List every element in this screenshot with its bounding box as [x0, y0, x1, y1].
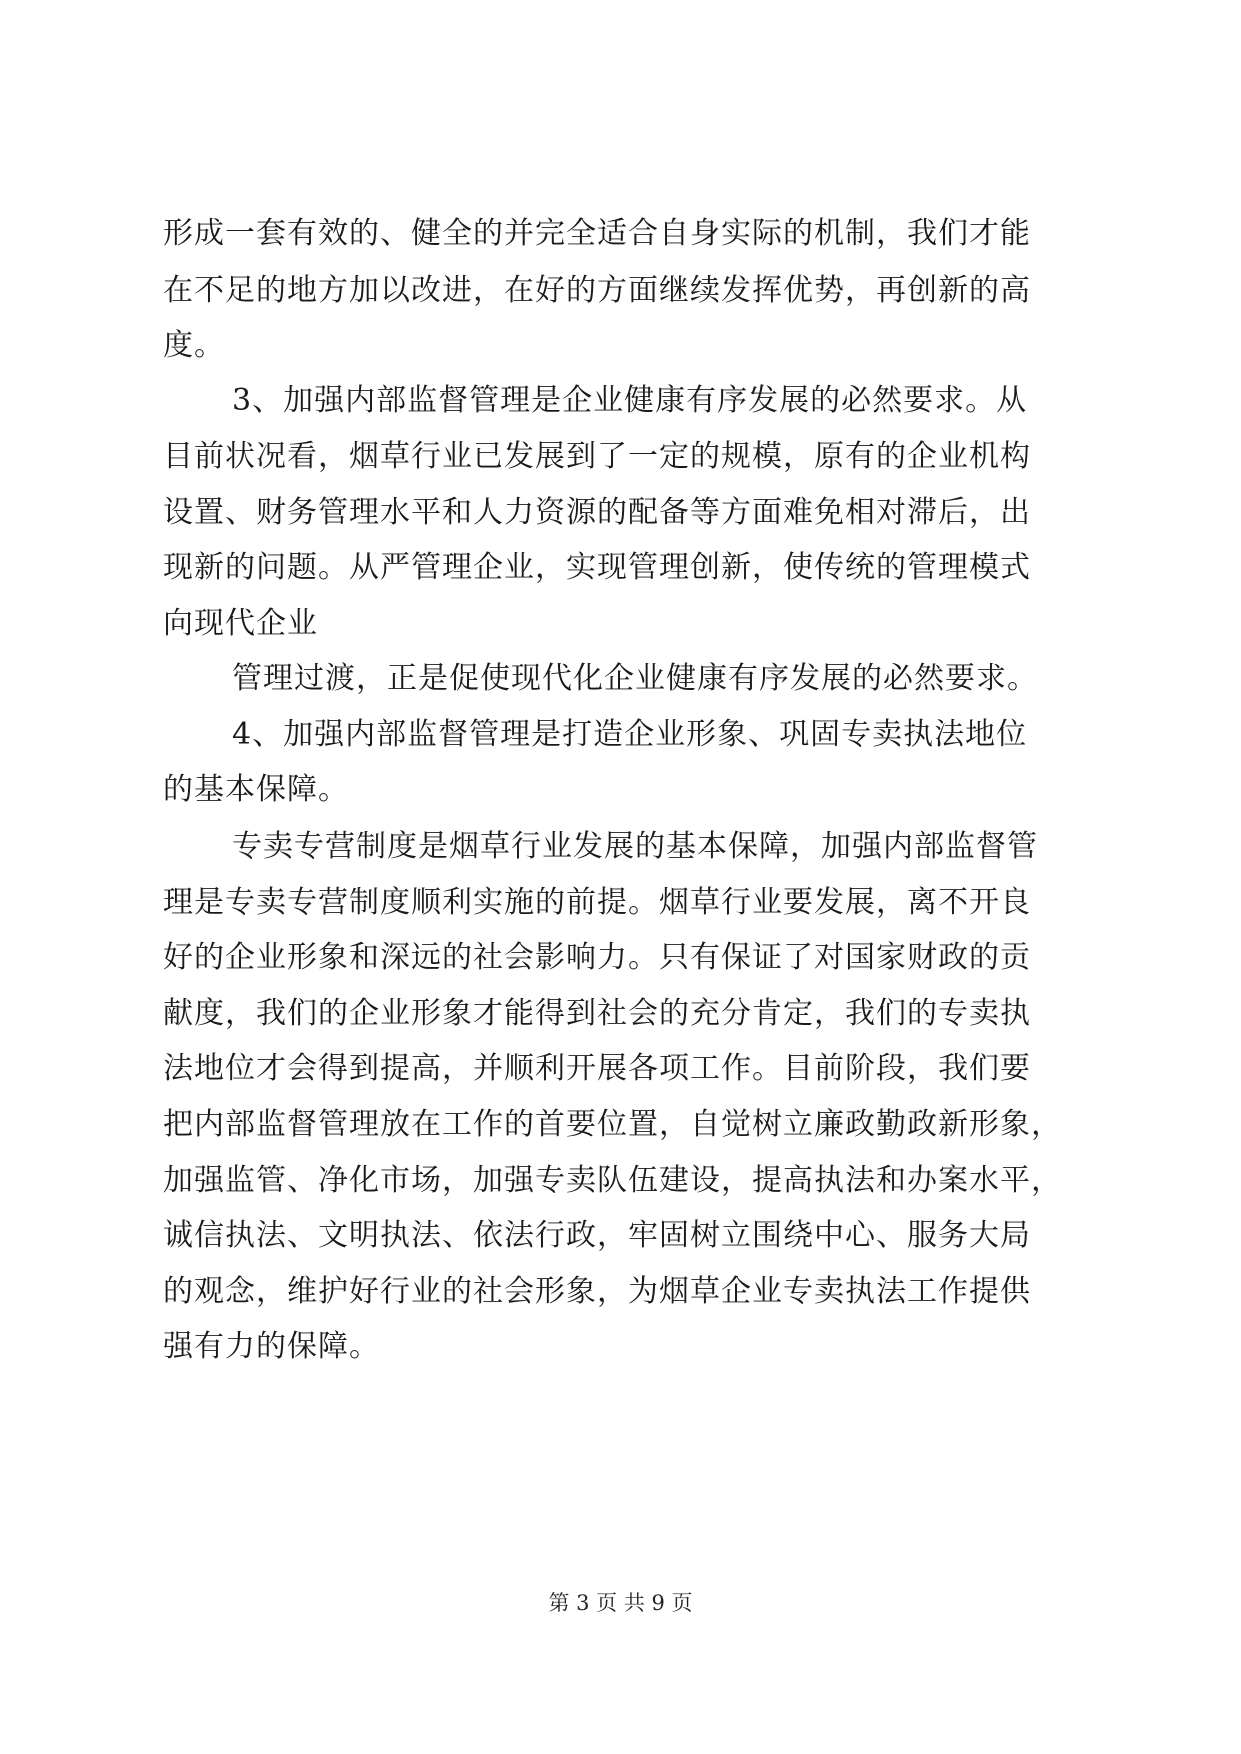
- text-line: 专卖专营制度是烟草行业发展的基本保障，加强内部监督管: [232, 829, 1038, 864]
- text-line: 形成一套有效的、健全的并完全适合自身实际的机制，我们才能: [163, 216, 1031, 251]
- text-line: 向现代企业: [163, 606, 318, 641]
- text-line: 加强监管、净化市场，加强专卖队伍建设，提高执法和办案水平，: [163, 1163, 1062, 1198]
- text-line: 管理过渡，正是促使现代化企业健康有序发展的必然要求。: [232, 661, 1038, 696]
- text-line: 设置、财务管理水平和人力资源的配备等方面难免相对滞后，出: [163, 495, 1031, 530]
- text-line: 的观念，维护好行业的社会形象，为烟草企业专卖执法工作提供: [163, 1274, 1031, 1309]
- text-line: 诚信执法、文明执法、依法行政，牢固树立围绕中心、服务大局: [163, 1218, 1031, 1253]
- text-line: 强有力的保障。: [163, 1329, 380, 1364]
- text-line: 法地位才会得到提高，并顺利开展各项工作。目前阶段，我们要: [163, 1051, 1031, 1086]
- text-line: 好的企业形象和深远的社会影响力。只有保证了对国家财政的贡: [163, 940, 1031, 975]
- text-line: 3、加强内部监督管理是企业健康有序发展的必然要求。从: [232, 383, 1028, 418]
- text-line: 理是专卖专营制度顺利实施的前提。烟草行业要发展，离不开良: [163, 885, 1031, 920]
- text-line: 4、加强内部监督管理是打造企业形象、巩固专卖执法地位: [232, 717, 1028, 752]
- text-line: 度。: [163, 328, 225, 363]
- text-line: 现新的问题。从严管理企业，实现管理创新，使传统的管理模式: [163, 550, 1031, 585]
- text-line: 目前状况看，烟草行业已发展到了一定的规模，原有的企业机构: [163, 439, 1031, 474]
- text-line: 在不足的地方加以改进，在好的方面继续发挥优势，再创新的高: [163, 273, 1031, 308]
- text-line: 把内部监督管理放在工作的首要位置，自觉树立廉政勤政新形象，: [163, 1107, 1062, 1142]
- page-number-footer: 第 3 页 共 9 页: [548, 1591, 693, 1615]
- text-line: 的基本保障。: [163, 772, 349, 807]
- text-line: 献度，我们的企业形象才能得到社会的充分肯定，我们的专卖执: [163, 996, 1031, 1031]
